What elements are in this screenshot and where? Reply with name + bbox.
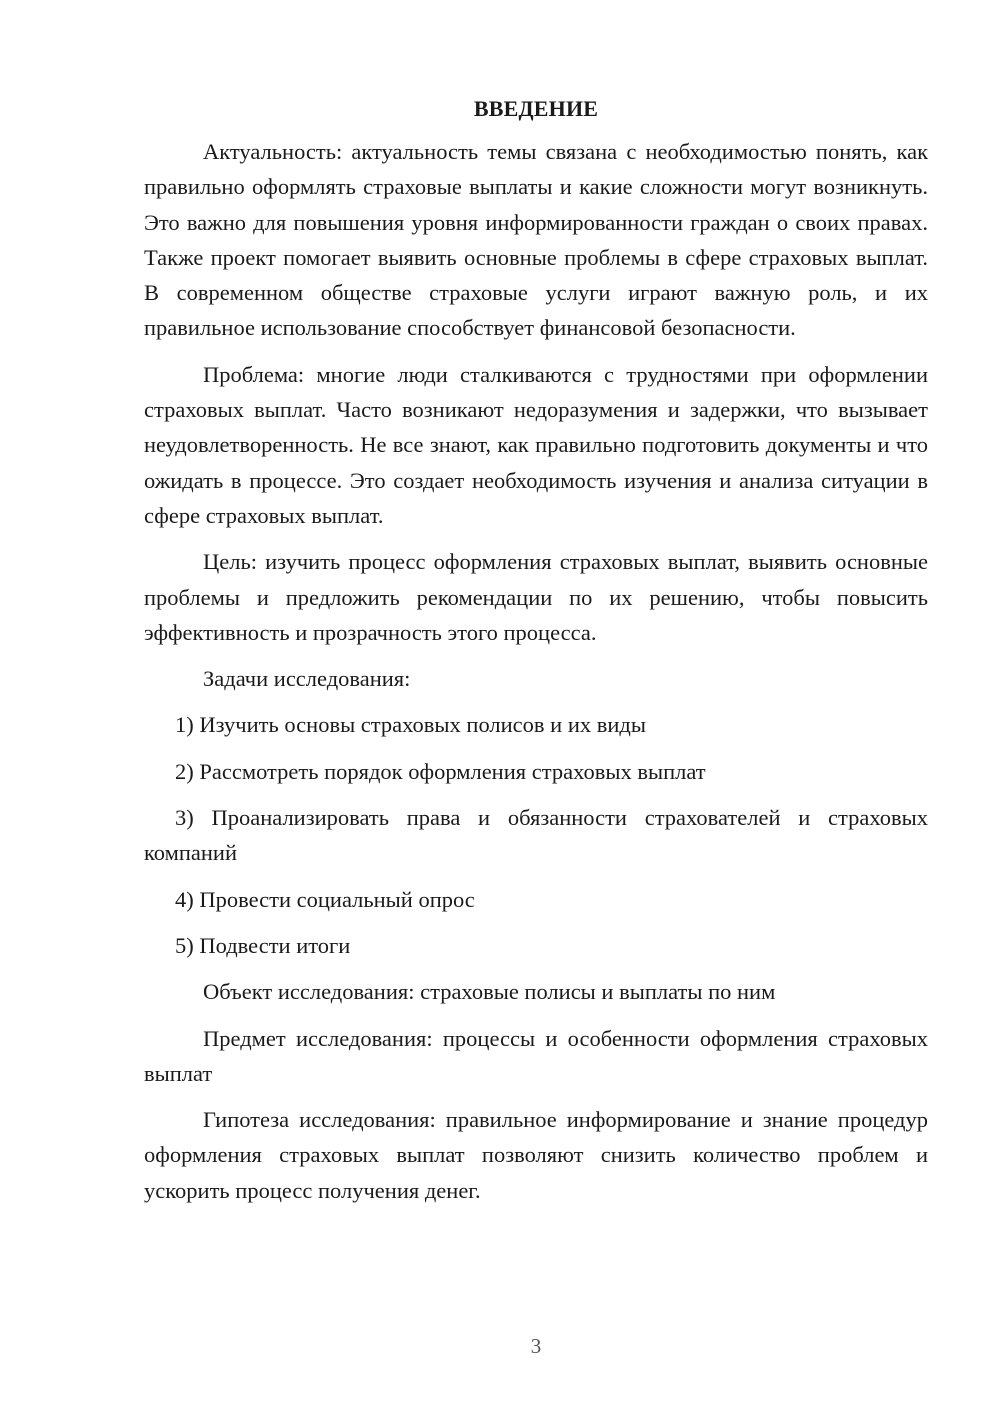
tasks-title: Задачи исследования:	[203, 666, 411, 692]
list-item: 5) Подвести итоги	[175, 932, 351, 958]
paragraph-hypothesis: Гипотеза исследования: правильное информирование и знание процедур оформления страховых выплат позволяют снизить количество проблем и ускорить процесс получения денег.	[144, 1107, 928, 1203]
paragraph-object: Объект исследования: страховые полисы и выплаты по ним	[203, 979, 776, 1005]
list-item: 1) Изучить основы страховых полисов и их виды	[175, 712, 646, 738]
paragraph-subject: Предмет исследования: процессы и особенности оформления страховых выплат	[144, 1025, 928, 1086]
document-page	[144, 92, 928, 1219]
page-title: ВВЕДЕНИЕ	[473, 96, 599, 121]
paragraph-relevance: Актуальность: актуальность темы связана с необходимостью понять, как правильно оформлять страховые выплаты и какие сложности могут возникнуть. Это важно для повышения уровня информированности граждан о своих правах. Также проект помогает выявить основные проблемы в сфере страховых выплат. В современном обществе страховые услуги играют важную роль, и их правильное использование способствует финансовой безопасности.	[144, 139, 928, 341]
list-item: 4) Провести социальный опрос	[175, 886, 475, 912]
paragraph-problem: Проблема: многие люди сталкиваются с трудностями при оформлении страховых выплат. Часто возникают недоразумения и задержки, что вызывает неудовлетворенность. Не все знают, как правильно подготовить документы и что ожидать в процессе. Это создает необходимость изучения и анализа ситуации в сфере страховых выплат.	[144, 361, 928, 528]
tasks-list	[144, 707, 928, 963]
list-item: 3) Проанализировать права и обязанности страхователей и страховых компаний	[144, 805, 928, 866]
paragraph-goal: Цель: изучить процесс оформления страховых выплат, выявить основные проблемы и предложить рекомендации по их решению, чтобы повысить эффективность и прозрачность этого процесса.	[144, 549, 928, 645]
list-item: 2) Рассмотреть порядок оформления страховых выплат	[175, 758, 706, 784]
page-number: 3	[530, 1334, 542, 1358]
